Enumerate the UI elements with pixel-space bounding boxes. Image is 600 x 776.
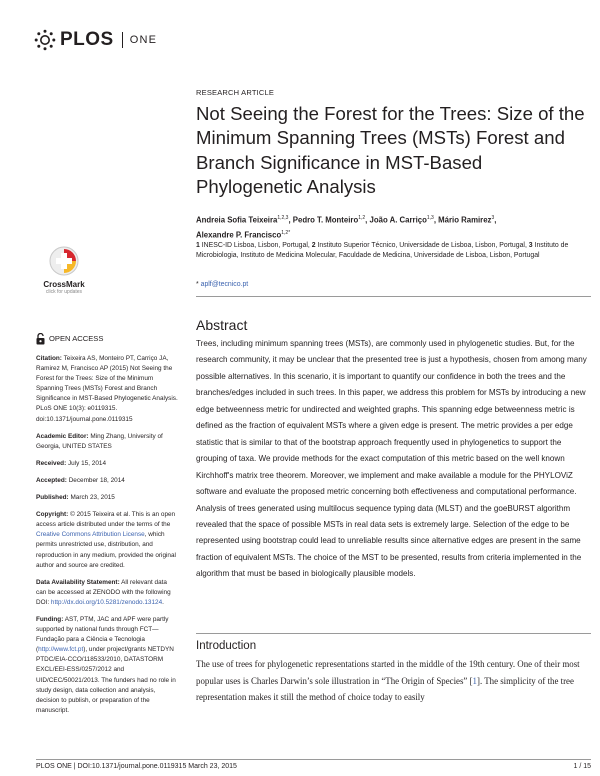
corresponding-star: * xyxy=(196,281,199,288)
author-affil-sup: 1,2 xyxy=(358,215,366,221)
copyright-label: Copyright: xyxy=(36,511,69,519)
affiliations xyxy=(196,241,591,262)
logo-divider xyxy=(122,32,123,48)
logo-journal-text: ONE xyxy=(129,34,158,46)
corresponding-author xyxy=(196,281,248,288)
affil-num: 3 xyxy=(528,242,533,249)
abstract-text: Trees, including minimum spanning trees (MSTs), are commonly used in phylogenetic studies. But, for the research community, it may be unclear that the presented tree is just a hypothesis, chosen from among many possible alternatives. In this scenario, it is important to quantify our confidence in both the trees and the branches/edges included in such trees. In this paper, we address this problem for MSTs by introducing a new edge betweenness metric for undirected and weighted graphs. This spanning edge betweenness metric is defined as the fraction of equivalent MSTs where a given edge is present. The metric provides a per edge statistic that is similar to that of the bootstrap approach frequently used in phylogenetics to support the grouping of taxa. We provide methods for the exact computation of this metric based on the well known Kirchhoff's matrix tree theorem. Moreover, we implement and make available a module for the PHYLOViZ software and evaluate the proposed metric concerning both effectiveness and computational performance. Analysis of trees generated using multilocus sequence typing data (MLST) and the goeBURST algorithm revealed that the space of possible MSTs in real data sets is extremely large. Selection of the edge to be represented using bootstrap could lead to unreliable results since alternative edges are present in the same fraction of equivalent MSTs. The choice of the MST to be presented, results from criteria implemented in the algorithm that must be based in biologically plausible models. xyxy=(196,339,587,579)
open-access-label: OPEN ACCESS xyxy=(49,333,104,343)
author-name[interactable]: Alexandre P. Francisco xyxy=(196,230,282,240)
author-name[interactable]: João A. Carriço xyxy=(369,215,427,225)
footer-rule xyxy=(36,759,591,760)
intro-text-end: ]. The simplicity of the tree representation makes it still the method of choice today to easily xyxy=(196,675,574,703)
divider-rule xyxy=(196,296,591,297)
affil-num: 1 xyxy=(196,242,200,249)
affil-num: 2 xyxy=(311,242,316,249)
citation-label: Citation: xyxy=(36,355,62,362)
divider-rule xyxy=(196,633,591,634)
copyright-text: © 2015 Teixeira et al. This is an open access article distributed under the terms of the xyxy=(36,511,176,529)
page-number: 1 / 15 xyxy=(573,763,591,770)
received-block xyxy=(36,459,178,469)
copyright-text-end: , which permits unrestricted use, distribution, and reproduction in any medium, provided the original author and source are credited. xyxy=(36,531,176,569)
author-affil-sup: 1,3 xyxy=(426,215,434,221)
journal-logo[interactable] xyxy=(34,28,157,52)
author-name[interactable]: Pedro T. Monteiro xyxy=(292,215,359,225)
citation-text: Teixeira AS, Monteiro PT, Carriço JA, Ramirez M, Francisco AP (2015) Not Seeing the Forest for the Trees: Size of the Minimum Spanning Trees (MSTs) Forest and Branch Significance in MST-Based Phylogenetic Analysis. PLoS ONE 10(3): e0119315. doi:10.1371/journal.pone.0119315 xyxy=(36,355,178,423)
editor-text: Ming Zhang, University of Georgia, UNITED STATES xyxy=(36,432,163,450)
crossmark-label: CrossMark xyxy=(43,280,85,289)
author-affil-sup: 1,2 xyxy=(281,229,289,236)
corresponding-email-link[interactable]: aplf@tecnico.pt xyxy=(200,281,249,288)
accepted-label: Accepted: xyxy=(36,476,67,484)
article-title: Not Seeing the Forest for the Trees: Size of the Minimum Spanning Trees (MSTs) Forest and Branch Significance in MST-Based Phylogenetic Analysis xyxy=(196,103,585,197)
author-list: Andreia Sofia Teixeira$^{1,2,3}$, Pedro T. Monteiro$^{1,2}$, João A. Carriço$^{1,3}$, Mário Ramirez$^3$, Alexandre P. Francisco$^{1,2*}$ xyxy=(196,215,497,240)
affil-text: INESC-ID Lisboa, Lisbon, Portugal, xyxy=(201,242,310,249)
accepted-date: December 18, 2014 xyxy=(68,476,125,484)
corresponding-mark: * xyxy=(288,229,291,236)
funding-block xyxy=(36,615,178,716)
copyright-block xyxy=(36,510,178,571)
author-affil-sup: 3 xyxy=(491,215,495,221)
license-link[interactable]: Creative Commons Attribution License xyxy=(36,531,145,539)
article-type: RESEARCH ARTICLE xyxy=(196,88,275,97)
editor-block xyxy=(36,432,178,452)
article-info-sidebar xyxy=(36,333,178,723)
affil-text: Instituto Superior Técnico, Universidade de Lisboa, Lisbon, Portugal, xyxy=(317,242,527,249)
footer-citation: PLOS ONE | DOI:10.1371/journal.pone.0119315 March 23, 2015 xyxy=(36,763,237,770)
data-availability-label: Data Availability Statement: xyxy=(36,578,120,586)
author-name[interactable]: Andreia Sofia Teixeira xyxy=(196,215,278,225)
introduction-heading: Introduction xyxy=(196,640,257,652)
crossmark-icon xyxy=(49,246,79,276)
funding-text: AST, PTM, JAC and APF were partly supported by national funds through FCT—Fundação para a Ciência e Tecnologia ( xyxy=(36,615,169,654)
abstract-heading: Abstract xyxy=(196,317,248,333)
introduction-text xyxy=(196,656,594,706)
editor-label: Academic Editor: xyxy=(36,432,89,440)
received-date: July 15, 2014 xyxy=(67,459,107,467)
intro-text-start: The use of trees for phylogenetic representations started in the middle of the 19th century. One of their most popular uses is Charles Darwin’s sole illustration in “The Origin of Species” [ xyxy=(196,659,580,686)
crossmark-sub: click for updates xyxy=(45,289,83,295)
author-name[interactable]: Mário Ramirez xyxy=(438,215,492,225)
data-availability-text: All relevant data can be accessed at ZENODO with the following DOI: xyxy=(36,578,171,606)
data-doi-link[interactable]: http://dx.doi.org/10.5281/zenodo.13124 xyxy=(50,598,163,606)
published-block xyxy=(36,493,178,503)
open-lock-icon xyxy=(36,333,45,345)
plos-sun-icon xyxy=(34,29,56,51)
author-affil-sup: 1,2,3 xyxy=(277,215,289,221)
crossmark-badge[interactable] xyxy=(34,246,94,295)
received-label: Received: xyxy=(36,459,67,467)
citation-block xyxy=(36,354,178,425)
published-label: Published: xyxy=(36,494,69,502)
data-availability-block xyxy=(36,578,178,608)
reference-link[interactable]: 1 xyxy=(472,675,477,686)
published-date: March 23, 2015 xyxy=(70,494,115,502)
open-access-badge xyxy=(36,333,178,345)
affil-text: Instituto de Microbiologia, Instituto de Medicina Molecular, Faculdade de Medicina, Universidade de Lisboa, Lisbon, Portugal xyxy=(196,242,569,260)
logo-plos-text: PLOS xyxy=(60,29,114,50)
accepted-block xyxy=(36,476,178,486)
data-availability-end: . xyxy=(162,598,164,606)
funding-label: Funding: xyxy=(36,615,64,623)
fct-link[interactable]: http://www.fct.pt xyxy=(38,646,84,654)
funding-text-end: ), under project/grants NETDYN PTDC/EIA-CCO/118533/2010, DATASTORM EXCL/EEI-ESS/0257/2012 and UID/CEC/50021/2013. The funders had no role in study design, data collection and analysis, decision to publish, or preparation of the manuscript. xyxy=(36,646,176,714)
